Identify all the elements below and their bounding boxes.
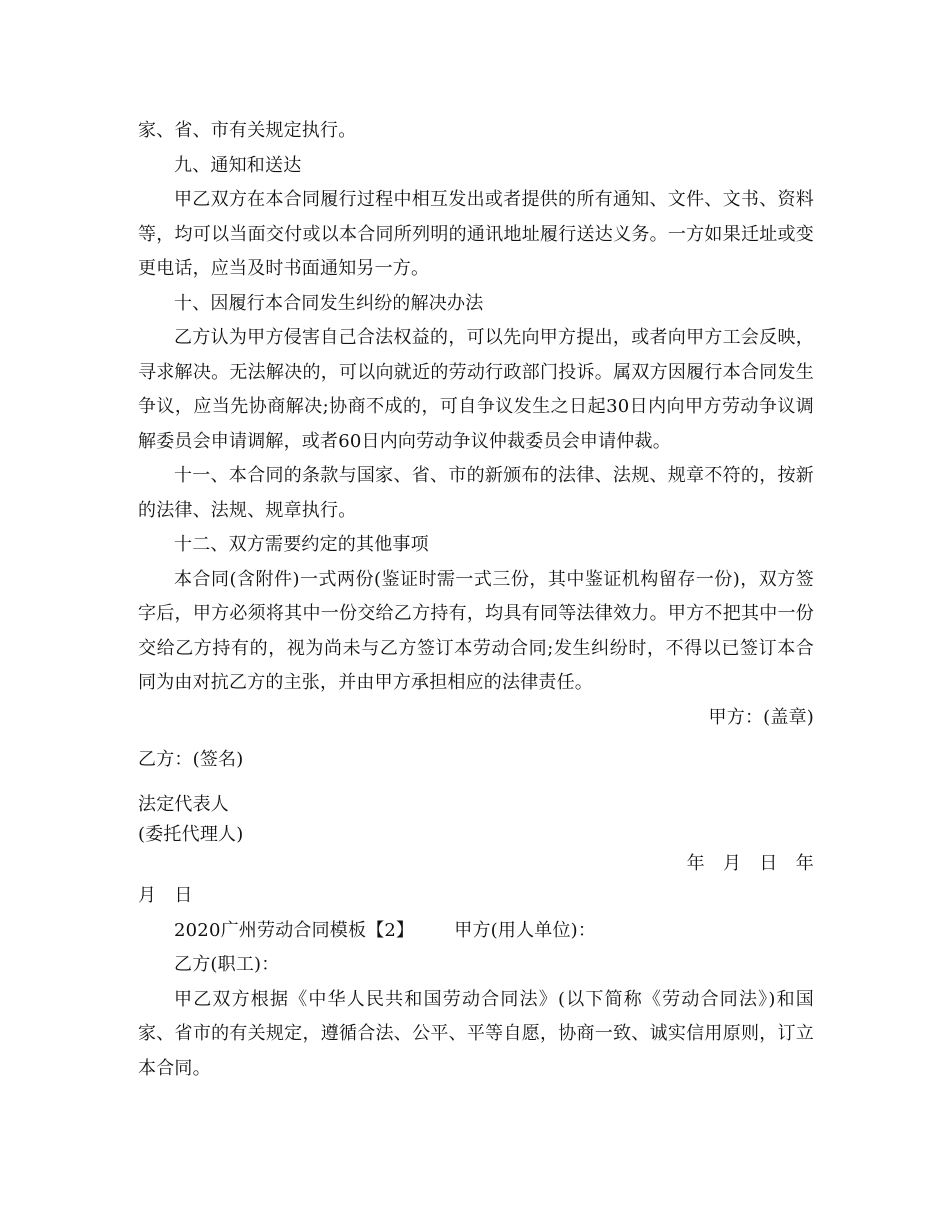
document-body xyxy=(138,114,814,1086)
party-b-signature: 乙方：(签名) xyxy=(138,749,244,770)
paragraph-clause-11: 十一、本合同的条款与国家、省、市的新颁布的法律、法规、规章不符的，按新的法律、法规、规章执行。 xyxy=(138,465,814,521)
section-heading-12: 十二、双方需要约定的其他事项 xyxy=(174,534,429,555)
party-a-employer: 甲方(用人单位)： xyxy=(454,919,597,941)
paragraph-notice: 甲乙双方在本合同履行过程中相互发出或者提供的所有通知、文件、文书、资料等，均可以当面交付或以本合同所列明的通讯地址履行送达义务。一方如果迁址或变更电话，应当及时书面通知另一方。 xyxy=(138,189,814,279)
authorized-agent: (委托代理人) xyxy=(138,824,244,845)
template-title: 2020广州劳动合同模板【2】 xyxy=(174,919,415,941)
section-heading-10: 十、因履行本合同发生纠纷的解决办法 xyxy=(174,292,484,314)
paragraph-intro: 甲乙双方根据《中华人民共和国劳动合同法》(以下简称《劳动合同法》)和国家、省市的有关规定，遵循合法、公平、平等自愿，协商一致、诚实信用原则，订立本合同。 xyxy=(138,988,814,1079)
party-a-signature: 甲方：(盖章) xyxy=(708,706,814,728)
paragraph-continuation: 家、省、市有关规定执行。 xyxy=(138,120,357,141)
legal-representative: 法定代表人 xyxy=(138,793,229,815)
paragraph-other-matters: 本合同(含附件)一式两份(鉴证时需一式三份，其中鉴证机构留存一份)，双方签字后，甲方必须将其中一份交给乙方持有，均具有同等法律效力。甲方不把其中一份交给乙方持有的，视为尚未与乙方签订本劳动合同;发生纠纷时，不得以已签订本合同为由对抗乙方的主张，并由甲方承担相应的法律责任。 xyxy=(138,568,814,693)
date-line-continued: 月 日 xyxy=(138,885,193,906)
party-b-employee: 乙方(职工)： xyxy=(174,954,280,975)
section-heading-9: 九、通知和送达 xyxy=(174,154,302,176)
template-title-line xyxy=(138,914,814,949)
date-line: 年 月 日 年 xyxy=(686,852,814,874)
paragraph-dispute: 乙方认为甲方侵害自己合法权益的，可以先向甲方提出，或者向甲方工会反映，寻求解决。无法解决的，可以向就近的劳动行政部门投诉。属双方因履行本合同发生争议，应当先协商解决;协商不成的，可自争议发生之日起30日内向甲方劳动争议调解委员会申请调解，或者60日内向劳动争议仲裁委员会申请仲裁。 xyxy=(138,327,814,452)
